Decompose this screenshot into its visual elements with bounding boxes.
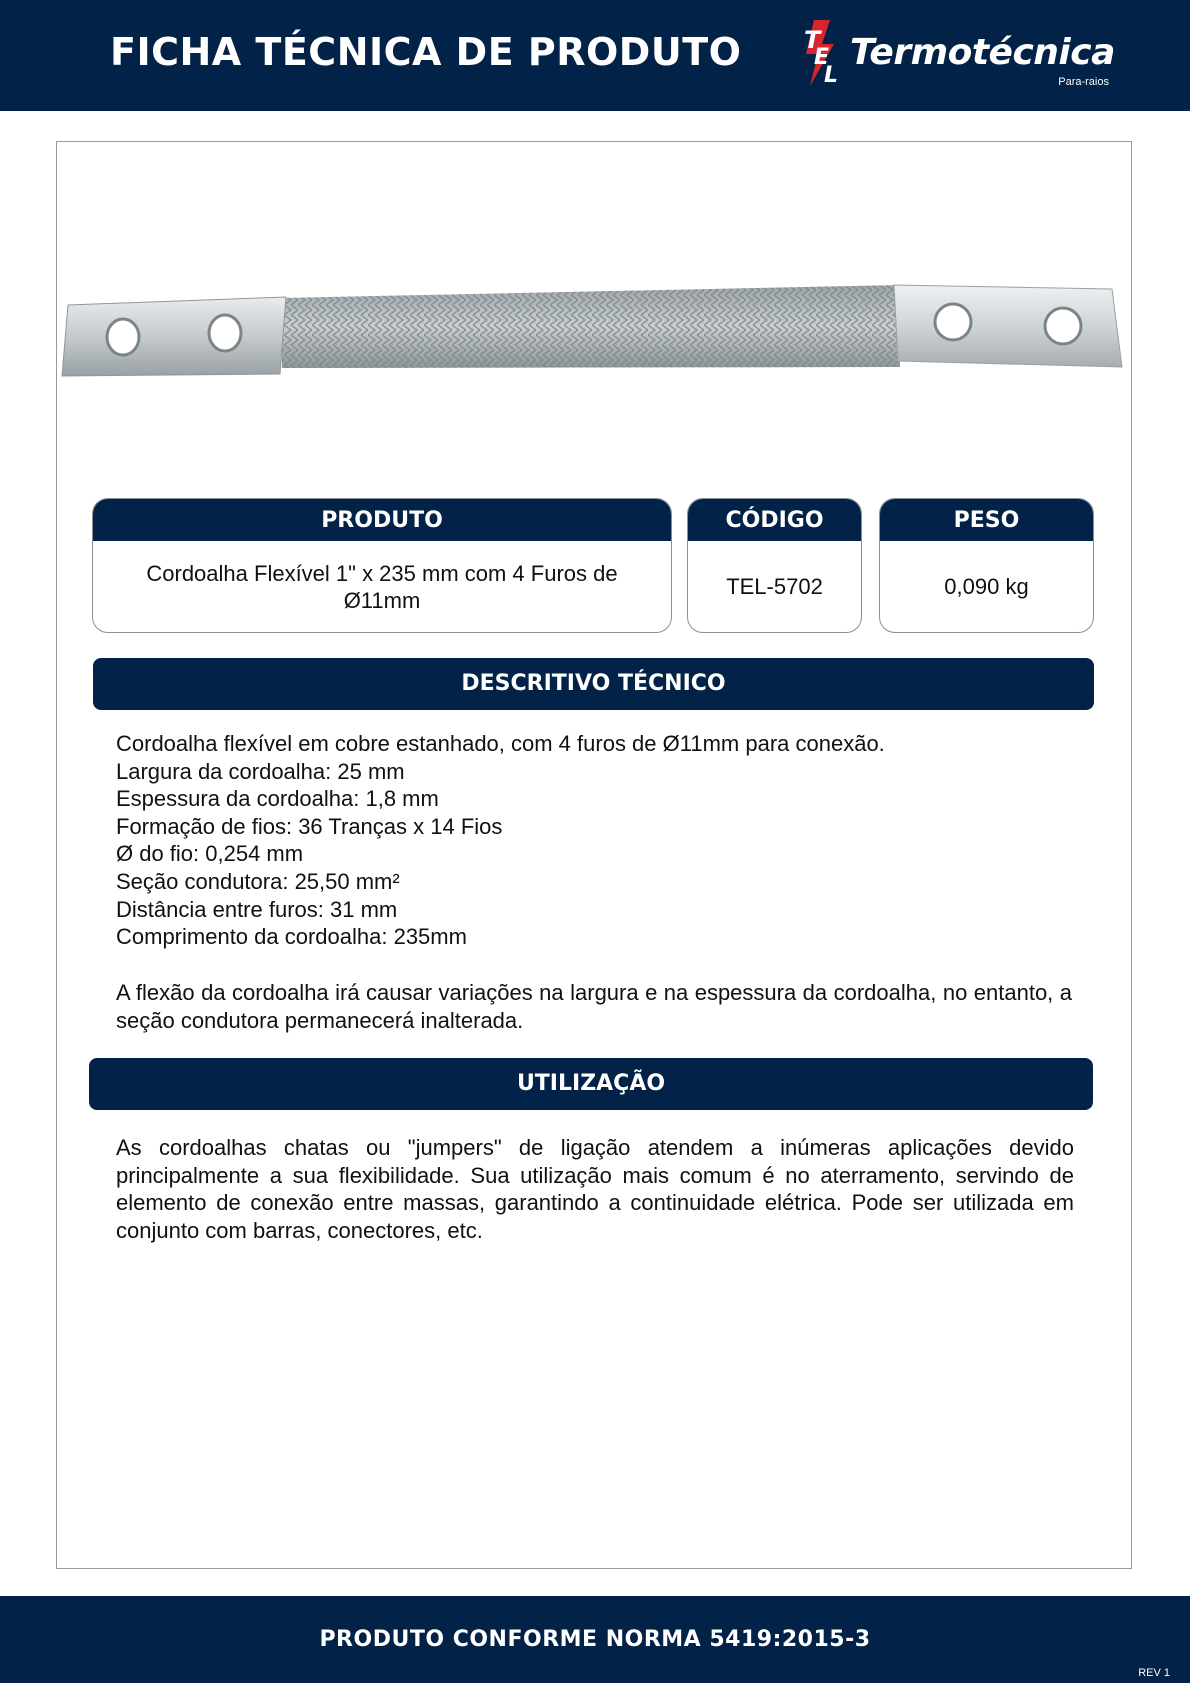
- page-header: [0, 0, 1190, 111]
- weight-label: PESO: [880, 499, 1093, 541]
- code-value: TEL-5702: [726, 574, 823, 599]
- page-footer: [0, 1596, 1190, 1683]
- brand-logo: [800, 18, 1120, 94]
- brand-subtitle: Para-raios: [1058, 76, 1109, 88]
- descritivo-note: A flexão da cordoalha irá causar variações na largura e na espessura da cordoalha, no entanto, a seção condutora permanecerá inalterada.: [116, 980, 1072, 1033]
- brand-name: Termotécnica: [850, 32, 1115, 73]
- footer-norm-text: PRODUTO CONFORME NORMA 5419:2015-3: [319, 1627, 871, 1652]
- descritivo-section-title: DESCRITIVO TÉCNICO: [93, 658, 1094, 710]
- spec-line: Distância entre furos: 31 mm: [116, 896, 398, 922]
- spec-line: Seção condutora: 25,50 mm²: [116, 868, 400, 894]
- spec-line: Cordoalha flexível em cobre estanhado, com 4 furos de Ø11mm para conexão.: [116, 731, 885, 756]
- product-value: Cordoalha Flexível 1" x 235 mm com 4 Furos de Ø11mm: [146, 560, 618, 613]
- code-label: CÓDIGO: [688, 499, 861, 541]
- spec-line: Comprimento da cordoalha: 235mm: [116, 924, 467, 950]
- utilizacao-section-title: UTILIZAÇÃO: [89, 1058, 1093, 1110]
- utilizacao-text: As cordoalhas chatas ou "jumpers" de ligação atendem a inúmeras aplicações devido principalmente a sua flexibilidade. Sua utilização mais comum é no aterramento, servindo de elemento de conexão entre massas, garantindo a continuidade elétrica. Pode ser utilizada em conjunto com barras, conectores, etc.: [116, 1135, 1074, 1243]
- weight-value: 0,090 kg: [944, 574, 1029, 599]
- spec-list: [116, 730, 1076, 951]
- weight-info-box: [879, 498, 1094, 633]
- spec-line: Formação de fios: 36 Tranças x 14 Fios: [116, 813, 503, 839]
- spec-line: Largura da cordoalha: 25 mm: [116, 758, 405, 784]
- product-info-box: [92, 498, 672, 633]
- revision-label: REV 1: [1138, 1667, 1170, 1679]
- product-photo-braided-strap: [60, 275, 1130, 390]
- code-info-box: [687, 498, 862, 633]
- svg-text:E: E: [814, 45, 830, 70]
- svg-text:T: T: [804, 26, 821, 54]
- spec-line: Ø do fio: 0,254 mm: [116, 841, 304, 867]
- product-label: PRODUTO: [93, 499, 671, 541]
- svg-text:L: L: [824, 63, 839, 88]
- tel-lightning-logo-icon: [800, 18, 848, 88]
- spec-line: Espessura da cordoalha: 1,8 mm: [116, 786, 439, 812]
- page-title: FICHA TÉCNICA DE PRODUTO: [110, 30, 742, 74]
